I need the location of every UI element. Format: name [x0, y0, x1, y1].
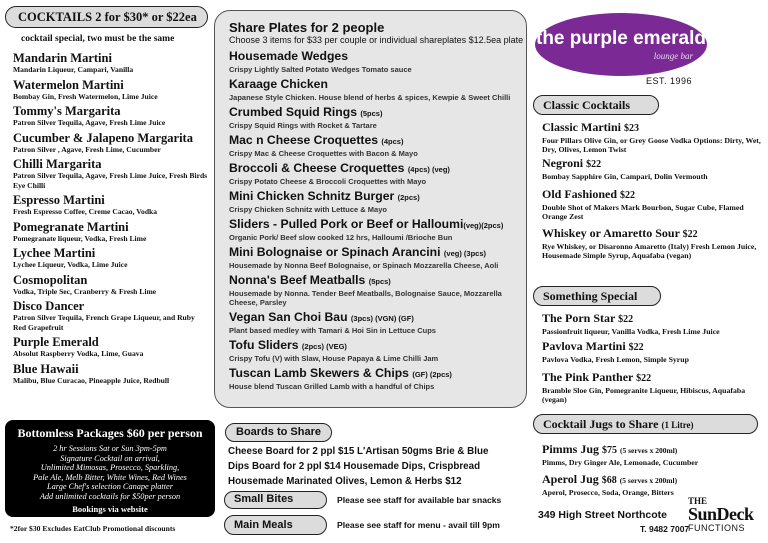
share-plate-item	[229, 217, 526, 242]
logo-sub: lounge bar	[653, 51, 693, 61]
cocktail-item	[13, 104, 208, 128]
cocktail-desc: Patron Silver Tequila, Agave, Fresh Lime Juice	[13, 118, 166, 127]
share-plate-desc: Crispy Lightly Salted Potato Wedges Tomato sauce	[229, 65, 412, 74]
share-plates-panel	[214, 10, 527, 408]
cocktail-desc: Patron Silver , Agave, Fresh Lime, Cucumber	[13, 144, 161, 154]
share-plates-subtitle: Choose 3 items for $33 per couple or individual shareplates $12.5ea plate	[229, 35, 524, 45]
board-row: Housemade Marinated Olives, Lemon & Herbs $12	[228, 476, 462, 487]
cocktail-item	[13, 246, 208, 270]
cocktail-desc: Vodka, Triple Sec, Cranberry & Fresh Lime	[13, 286, 157, 296]
cocktail-item	[13, 193, 208, 217]
share-plate-desc: Plant based medley with Tamari & Hoi Sin in Lettuce Cups	[229, 326, 436, 335]
board-row: Dips Board for 2 ppl $14 Housemade Dips, Crispbread	[228, 461, 481, 472]
share-plates-title: Share Plates for 2 people	[229, 20, 385, 35]
bottomless-line: Large Chef's selection Canape platter	[47, 482, 173, 492]
classic-cocktails-header: Classic Cocktails	[533, 95, 659, 115]
small-bites-note: Please see staff for available bar snacks	[337, 495, 502, 505]
main-meals-header: Main Meals	[224, 515, 327, 535]
bottomless-line: Signature Cocktail on arrival,	[60, 453, 160, 463]
cocktail-desc: Patron Silver Tequila, French Grape Liqueur, and Ruby Red Grapefruit	[13, 313, 195, 332]
special-desc: Passionfruit liqueur, Vanilla Vodka, Fresh Lime Juice	[542, 327, 720, 336]
share-plate-name: Tofu Sliders (2pcs) (VEG)	[229, 338, 347, 352]
share-plate-desc: House blend Tuscan Grilled Lamb with a handful of Chips	[229, 382, 435, 391]
share-plate-name: Mac n Cheese Croquettes (4pcs)	[229, 133, 404, 147]
share-plate-desc: Crispy Mac & Cheese Croquettes with Bacon & Mayo	[229, 149, 418, 158]
classic-name: Negroni $22	[542, 156, 602, 170]
share-plate-item	[229, 245, 526, 270]
cocktail-item	[13, 51, 208, 75]
share-plate-name: Crumbed Squid Rings (5pcs)	[229, 105, 383, 119]
phone-number: T. 9482 7007	[640, 524, 690, 534]
share-plate-item	[229, 189, 526, 214]
cocktail-name: Mandarin Martini	[13, 51, 112, 65]
cocktail-desc: Malibu, Blue Curacao, Pineapple Juice, Redbull	[13, 375, 170, 385]
jug-name: Pimms Jug $75 (5 serves x 200ml)	[542, 442, 678, 456]
share-plate-name: Mini Bolognaise or Spinach Arancini (veg) (3pcs)	[229, 245, 486, 259]
classic-desc: Double Shot of Makers Mark Bourbon, Sugar Cube, Flamed Orange Zest	[542, 203, 744, 222]
main-meals-note: Please see staff for menu - avail till 9pm	[337, 520, 500, 530]
cocktail-name: Blue Hawaii	[13, 361, 79, 376]
classic-item	[542, 156, 762, 181]
share-plate-name: Mini Chicken Schnitz Burger (2pcs)	[229, 189, 420, 203]
share-plate-item	[229, 133, 526, 158]
something-special-header: Something Special	[533, 286, 661, 306]
cocktail-name: Lychee Martini	[13, 246, 96, 260]
cocktail-desc: Lychee Liqueur, Vodka, Lime Juice	[13, 260, 128, 269]
share-plate-item	[229, 338, 526, 363]
cocktail-item	[13, 157, 208, 190]
cocktail-desc: Pomegranate liqueur, Vodka, Fresh Lime	[13, 233, 147, 243]
bookings-note: Bookings via website	[72, 503, 148, 514]
cocktail-name: Pomegranate Martini	[13, 219, 129, 234]
share-plate-desc: Organic Pork/ Beef slow cooked 12 hrs, Halloumi /Brioche Bun	[229, 233, 453, 242]
cocktail-name: Purple Emerald	[13, 335, 99, 349]
cocktail-item	[13, 299, 208, 332]
classic-item	[542, 226, 762, 261]
cocktail-name: Chilli Margarita	[13, 157, 102, 171]
share-plate-desc: Crispy Potato Cheese & Broccoli Croquettes with Mayo	[229, 177, 427, 186]
cocktail-list	[13, 34, 208, 388]
cocktail-jugs-header: Cocktail Jugs to Share (1 Litre)	[533, 414, 758, 434]
share-plate-item	[229, 161, 526, 186]
share-plate-item	[229, 273, 526, 307]
classic-item	[542, 120, 762, 155]
special-name: Pavlova Martini $22	[542, 339, 644, 353]
bottomless-line: Pale Ale, Melb Bitter, White Wines, Red Wines	[33, 472, 187, 482]
classic-name: Whiskey or Amaretto Sour $22	[542, 226, 698, 240]
special-item	[542, 311, 762, 336]
jug-name: Aperol Jug $68 (5 serves x 200ml)	[542, 472, 678, 486]
cocktail-name: Disco Dancer	[13, 299, 85, 313]
special-desc: Pavlova Vodka, Fresh Lemon, Simple Syrup	[542, 355, 689, 364]
address: 349 High Street Northcote	[538, 509, 667, 521]
cocktail-desc: Fresh Espresso Coffee, Creme Cacao, Vodka	[13, 207, 158, 216]
cocktail-desc: Mandarin Liqueur, Campari, Vanilla	[13, 65, 134, 74]
share-plate-name: Karaage Chicken	[229, 77, 328, 91]
footnote: *2for $30 Excludes EatClub Promotional discounts	[10, 524, 176, 533]
cocktail-item	[13, 220, 208, 244]
special-name: The Pink Panther $22	[542, 370, 652, 384]
share-plate-item	[229, 310, 526, 335]
share-plate-item	[229, 77, 526, 102]
special-item	[542, 339, 762, 364]
purple-emerald-logo	[535, 13, 707, 76]
cocktail-name: Watermelon Martini	[13, 77, 124, 92]
special-name: The Porn Star $22	[542, 311, 634, 325]
share-plate-name: Vegan San Choi Bau (3pcs) (VGN) (GF)	[229, 310, 414, 324]
classic-name: Old Fashioned $22	[542, 187, 636, 201]
cocktail-item	[13, 78, 208, 102]
cocktail-desc: Bombay Gin, Fresh Watermelon, Lime Juice	[13, 91, 158, 101]
classic-desc: Four Pillars Olive Gin, or Grey Goose Vodka Options: Dirty, Wet, Dry, Olives, Lemon Twist	[542, 136, 761, 155]
classic-desc: Rye Whiskey, or Disaronno Amaretto (Italy) Fresh Lemon Juice, Housemade Simple Syrup, Aquafaba (vegan)	[542, 242, 757, 261]
share-plate-name: Housemade Wedges	[229, 49, 348, 63]
cocktail-special-note: cocktail special, two must be the same	[21, 34, 175, 44]
sundeck-name: SunDeck	[688, 504, 754, 524]
cocktail-item	[13, 362, 208, 386]
share-plate-name: Sliders - Pulled Pork or Beef or Halloumi(veg)(2pcs)	[229, 217, 504, 231]
jug-item	[542, 442, 762, 467]
classic-desc: Bombay Sapphire Gin, Campari, Dolin Vermouth	[542, 172, 708, 181]
jug-desc: Pimms, Dry Ginger Ale, Lemonade, Cucumber	[542, 458, 699, 467]
share-plate-desc: Crispy Chicken Schnitz with Lettuce & Mayo	[229, 205, 387, 214]
board-row: Cheese Board for 2 ppl $15 L'Artisan 50gms Brie & Blue	[228, 446, 489, 457]
special-item	[542, 370, 762, 405]
cocktail-name: Cucumber & Jalapeno Margarita	[13, 130, 193, 145]
cocktail-item	[13, 273, 208, 297]
share-plate-name: Broccoli & Cheese Croquettes (4pcs) (veg)	[229, 161, 450, 175]
cocktail-name: Tommy's Margarita	[13, 104, 121, 118]
classic-item	[542, 187, 762, 222]
sundeck-the: THE	[688, 496, 708, 506]
share-plate-name: Tuscan Lamb Skewers & Chips (GF) (2pcs)	[229, 366, 452, 380]
boards-header: Boards to Share	[225, 423, 332, 442]
cocktail-name: Cosmopolitan	[13, 272, 88, 287]
bottomless-line: 2 hr Sessions Sat or Sun 3pm-5pm	[53, 444, 167, 453]
share-plate-desc: Crispy Tofu (V) with Slaw, House Papaya & Lime Chilli Jam	[229, 354, 439, 363]
share-plate-desc: Crispy Squid Rings with Rocket & Tartare	[229, 121, 377, 130]
logo-name: the purple emerald	[536, 28, 706, 49]
sundeck-functions-logo	[688, 497, 754, 533]
share-plate-name: Nonna's Beef Meatballs (5pcs)	[229, 273, 391, 287]
cocktail-desc: Patron Silver Tequila, Agave, Fresh Lime Juice, Fresh Birds Eye Chilli	[13, 171, 208, 190]
cocktail-desc: Absolut Raspberry Vodka, Lime, Guava	[13, 349, 144, 358]
bottomless-line: Add unlimited cocktails for $50per person	[39, 491, 181, 501]
cocktails-header: COCKTAILS 2 for $30* or $22ea	[5, 6, 208, 28]
jug-item	[542, 472, 762, 497]
share-plate-item	[229, 366, 526, 391]
bottomless-packages-box	[5, 420, 215, 517]
share-plate-item	[229, 49, 526, 74]
share-plate-desc: Housemade by Nonna Beef Bolognaise, or Spinach Mozzarella Cheese, Aoli	[229, 261, 499, 270]
classic-name: Classic Martini $23	[542, 120, 639, 134]
bottomless-line: Unlimited Mimosas, Prosecco, Sparkling,	[40, 463, 180, 473]
cocktail-name: Espresso Martini	[13, 193, 105, 207]
special-desc: Bramble Sloe Gin, Pomegranite Liqueur, Hibiscus, Aquafaba (vegan)	[542, 386, 746, 405]
share-plate-desc: Housemade by Nonna. Tender Beef Meatballs, Bolognaise Sauce, Mozzarella Cheese, Parsley	[229, 289, 502, 307]
share-plate-desc: Japanese Style Chicken. House blend of herbs & spices, Kewpie & Sweet Chilli	[229, 93, 511, 102]
est-year: EST. 1996	[646, 76, 693, 86]
bottomless-title: Bottomless Packages $60 per person	[17, 426, 203, 440]
cocktail-item	[13, 335, 208, 359]
jug-desc: Aperol, Prosecco, Soda, Orange, Bitters	[542, 488, 674, 497]
share-plate-item	[229, 105, 526, 130]
sundeck-functions: FUNCTIONS	[688, 523, 745, 533]
cocktail-item	[13, 131, 208, 155]
small-bites-header: Small Bites	[224, 491, 327, 509]
